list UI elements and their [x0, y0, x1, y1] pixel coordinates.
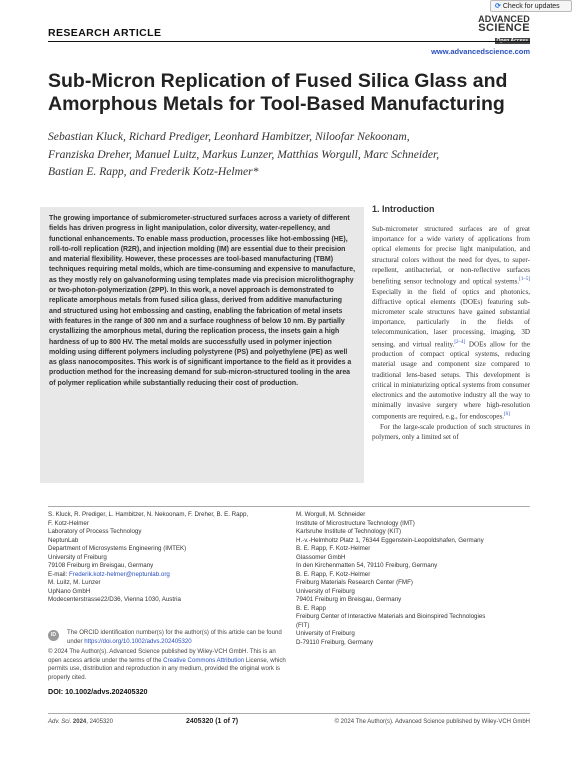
affiliation-line: Freiburg Materials Research Center (FMF): [296, 579, 413, 586]
affiliations-right: [296, 511, 532, 647]
copyright-text: © 2024 The Author(s). Advanced Science published by Wiley-VCH GmbH. This is an open access article under the terms of the: [48, 648, 276, 664]
license-link[interactable]: Creative Commons Attribution: [163, 656, 245, 664]
logo-line-3: Open Access: [496, 38, 528, 44]
intro-paragraph: [372, 224, 530, 422]
section-label: RESEARCH ARTICLE: [48, 27, 162, 39]
logo-line-2: SCIENCE: [478, 22, 530, 34]
copyright-note: [48, 648, 288, 682]
author-line: Bastian E. Rapp, and Frederik Kotz-Helmer*: [48, 165, 259, 178]
affiliation-line: NeptunLab: [48, 536, 79, 544]
intro-text-span: DOEs allow for the production of compact optical systems, reducing material usage and component size compared to traditional lens-based setups. This development is critical in miniaturizing optical systems from consumer electronics and the automotive industry all the way to minimally invasive surgery where high-resolution components are required, e.g., for endoscopes.: [372, 339, 530, 421]
journal-logo: [454, 15, 530, 44]
affiliation-line: B. E. Rapp, F. Kotz-Helmer: [296, 570, 371, 578]
affiliation-line: University of Freiburg: [296, 587, 355, 595]
affiliation-line: H.-v.-Helmholtz Platz 1, 76344 Eggenstein-Leopoldshafen, Germany: [296, 536, 484, 544]
footer-rule: [48, 713, 530, 714]
affiliation-line: B. E. Rapp: [296, 604, 326, 612]
intro-text: [372, 224, 530, 442]
affiliation-line: UpNano GmbH: [48, 587, 91, 595]
orcid-text-span: The ORCID identification number(s) for the author(s) of this article can be found under: [67, 629, 282, 645]
citation-link[interactable]: [6]: [503, 412, 510, 418]
affiliation-line: F. Kotz-Helmer: [48, 519, 89, 527]
copyright-text: License, which permits use, distribution and reproduction in any medium, provided the original work is properly cited.: [48, 656, 286, 681]
citation-link[interactable]: [2–4]: [454, 339, 466, 345]
check-icon: ⟳: [495, 3, 501, 10]
affiliation-line: University of Freiburg: [48, 553, 107, 561]
affiliation-line: D-79110 Freiburg, Germany: [296, 638, 373, 646]
footer-journal: Adv. Sci.: [48, 719, 72, 725]
footer-citation: [48, 719, 113, 725]
logo-line-1: ADVANCED: [478, 14, 530, 24]
footer-number: , 2405320: [86, 719, 113, 725]
affiliation-line: In den Kirchenmatten 54, 79110 Freiburg, Germany: [296, 562, 438, 569]
affiliation-line: S. Kluck, R. Prediger, L. Hambitzer, N. Nekoonam, F. Dreher, B. E. Rapp,: [48, 511, 249, 518]
orcid-text: [67, 629, 288, 646]
badge-label: Check for updates: [502, 3, 560, 10]
intro-text-span: Especially in the field of optics and photonics, diffractive optical elements (DOEs) featuring sub-micrometer scale structures have gained substantial importance, particularly in the fields of telecommunication, laser processing, imaging, 3D sensing, and virtual reality.: [372, 287, 530, 348]
intro-text-span: Sub-micrometer structured surfaces are of great importance for a wide variety of applications from optical elements for precise light manipulation, and structural colors without the need for dyes, to super-repellent, antibacterial, or non-reflective surfaces benefiting sensor technology and optical systems.: [372, 225, 530, 286]
affiliation-line: Modecenterstrasse22/D36, Vienna 1030, Austria: [48, 596, 182, 603]
affiliation-line: University of Freiburg: [296, 630, 355, 637]
affiliation-line: B. E. Rapp, F. Kotz-Helmer: [296, 545, 371, 552]
email-label: E-mail:: [48, 570, 69, 578]
affiliation-line: Karlsruhe Institute of Technology (KIT): [296, 528, 402, 535]
orcid-note: [48, 629, 288, 646]
affiliation-rule: [48, 506, 530, 507]
footer-copyright: © 2024 The Author(s). Advanced Science published by Wiley-VCH GmbH: [334, 719, 530, 725]
intro-heading: 1. Introduction: [372, 204, 435, 214]
affiliations-left: [48, 511, 288, 605]
affiliation-line: (FIT): [296, 621, 310, 629]
affiliation-line: Freiburg Center of Interactive Materials and Bioinspired Technologies: [296, 613, 486, 620]
affiliation-line: M. Worgull, M. Schneider: [296, 511, 366, 518]
orcid-icon: ID: [48, 630, 59, 641]
affiliation-line: Laboratory of Process Technology: [48, 528, 142, 535]
author-list: [48, 128, 528, 181]
header-rule: [48, 41, 530, 42]
article-title: Sub-Micron Replication of Fused Silica Glass and Amorphous Metals for Tool-Based Manufacturing: [48, 70, 508, 115]
affiliation-line: Department of Microsystems Engineering (IMTEK): [48, 545, 187, 552]
citation-link[interactable]: [1–5]: [519, 277, 530, 283]
email-link[interactable]: Frederik.kotz-helmer@neptunlab.org: [68, 570, 170, 578]
affiliation-line: Institute of Microstructure Technology (IMT): [296, 519, 415, 527]
footer-year: 2024: [72, 719, 87, 725]
check-for-updates-badge[interactable]: [490, 0, 572, 12]
page-number: 2405320 (1 of 7): [186, 718, 239, 725]
abstract-box: The growing importance of submicrometer-structured surfaces across a variety of different fields has driven progress in light manipulation, color diversity, water-repellency, and functional enhancements. To enable mass production, processes like hot-embossing (HE), roll-to-roll replication (R2R), and injection molding (IM) are essential due to their precision and material flexibility. However, these processes are tool-based manufacturing (TBM) techniques requiring metal molds, which are time-consuming and expensive to manufacture, as they mostly rely on galvanoforming using templates made via precision microlithography or two-photon-polymerization (2PP). In this work, a novel approach is demonstrated to replicate amorphous metals from fused silica glass, derived from additive manufacturing and structured using hot embossing and casting, enabling the fabrication of metal insets with features in the range of 300 nm and a surface roughness of below 10 nm. By partially crystallizing the amorphous metal, during the replication process, the insets gain a high hardness of up to 800 HV. The metal molds are successfully used in polymer injection molding using different polymers including polystyrene (PS) and polyethylene (PE) as well as glass nanocomposites. This work is of significant importance to the field as it provides a production method for the increasing demand for sub-micron-structured tooling in the area of polymer replication while substantially reducing their cost of production.: [40, 207, 364, 483]
orcid-link[interactable]: https://doi.org/10.1002/advs.202405320: [84, 637, 192, 645]
affiliation-line: M. Luitz, M. Lunzer: [48, 579, 101, 586]
doi-label[interactable]: DOI: 10.1002/advs.202405320: [48, 687, 148, 696]
affiliation-line: 79108 Freiburg im Breisgau, Germany: [48, 562, 154, 569]
email-line: [48, 571, 288, 580]
intro-paragraph: For the large-scale production of such structures in polymers, only a limited set of: [372, 422, 530, 442]
affiliation-line: 79401 Freiburg im Breisgau, Germany: [296, 596, 402, 603]
author-line: Sebastian Kluck, Richard Prediger, Leonhard Hambitzer, Niloofar Nekoonam,: [48, 130, 410, 143]
journal-url-link[interactable]: www.advancedscience.com: [431, 47, 530, 56]
author-line: Franziska Dreher, Manuel Luitz, Markus Lunzer, Matthias Worgull, Marc Schneider,: [48, 147, 440, 161]
affiliation-line: Glassomer GmbH: [296, 553, 346, 561]
